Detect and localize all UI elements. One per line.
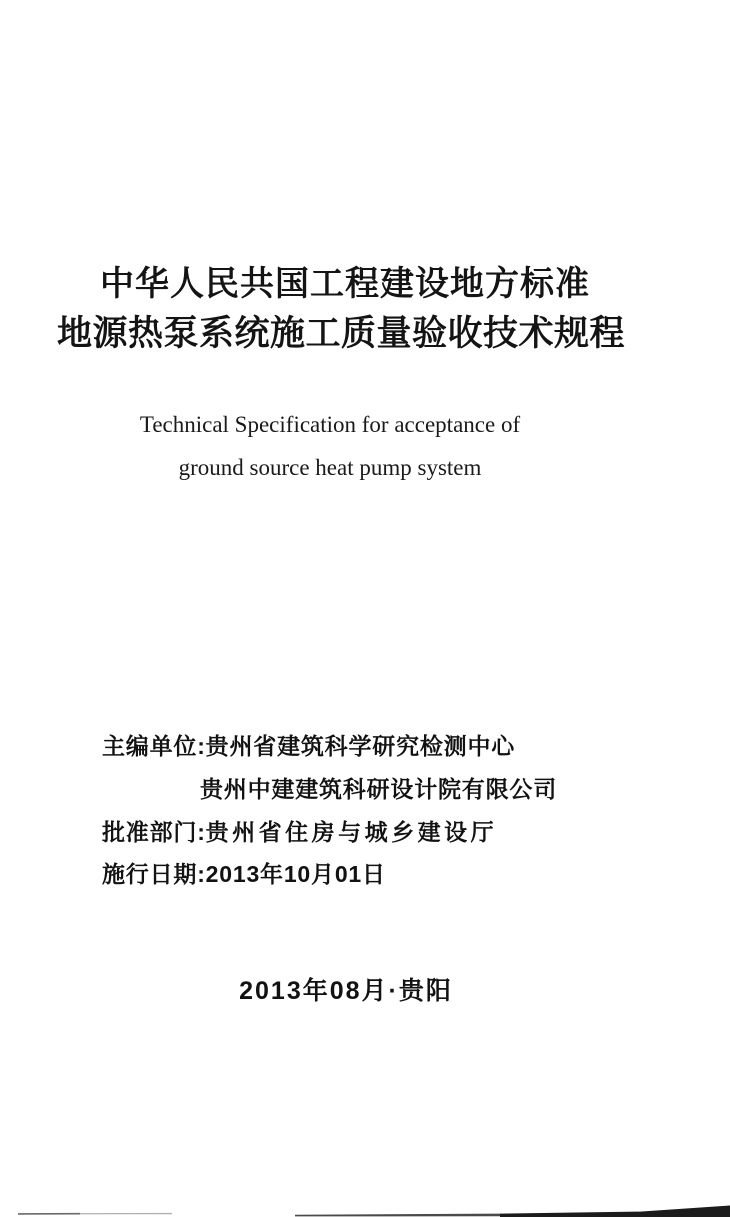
approval-line (102, 814, 497, 847)
chief-editor-org-2-line (200, 771, 557, 804)
approval-label: 批准部门: (102, 819, 206, 845)
chief-editor-line (102, 728, 515, 761)
chief-editor-label: 主编单位: (102, 733, 206, 759)
main-title: 地源热泵系统施工质量验收技术规程 (56, 314, 625, 353)
imprint-line: 2013年08月·贵阳 (239, 977, 453, 1005)
english-title-line-1: Technical Specification for acceptance of (139, 412, 521, 437)
chief-editor-org-1: 贵州省建筑科学研究检测中心 (205, 733, 516, 759)
chief-editor-org-2: 贵州中建建筑科研设计院有限公司 (200, 776, 557, 802)
english-title-line-2: ground source heat pump system (178, 455, 482, 480)
standard-category-title: 中华人民共国工程建设地方标准 (100, 265, 590, 303)
effective-date-value: 2013年10月01日 (205, 861, 386, 887)
effective-date-label: 施行日期: (102, 861, 206, 887)
effective-date-line (102, 856, 386, 889)
approval-org: 贵州省住房与城乡建设厅 (205, 819, 498, 845)
scan-edge-artifact (0, 1201, 730, 1217)
